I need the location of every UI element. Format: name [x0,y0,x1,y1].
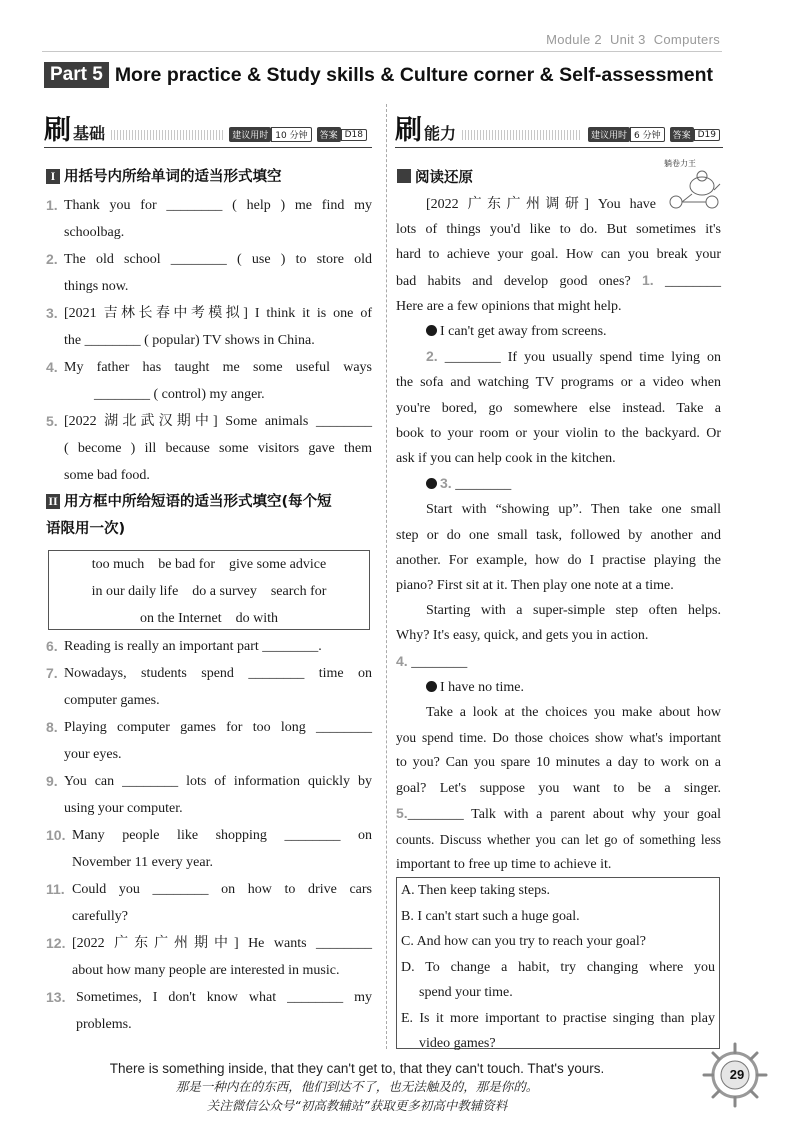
passage-line: lots of things you'd like to do. But sometimes it's [396,222,721,238]
part2-title-line: 用方框中所给短语的适当形式填空(每个短 [64,494,332,510]
question-number: 11. [46,881,65,897]
passage-line: Starting with a super-simple step often helps. [426,603,721,619]
part-badge: Part 5 [44,62,109,88]
passage-line: Why? It's easy, quick, and gets you in action. [396,628,649,644]
question-line: ________ ( control) my anger. [94,387,265,402]
time-tag: 建议用时 [588,127,630,142]
passage-line: Here are a few opinions that might help. [396,298,622,314]
question-line: November 11 every year. [72,855,213,870]
bullet-dot [426,478,437,489]
question-item [46,984,372,1038]
question-line: Could you ________ on how to drive cars [72,882,372,897]
unit-label: Unit 3 [609,32,646,47]
option-item: D. To change a habit, try changing where you [401,959,715,975]
question-line: Reading is really an important part ________. [64,639,322,654]
blank-number: 5. [396,804,408,821]
question-number: 12. [46,935,66,951]
question-number: 8. [46,719,58,735]
ability-section-header [395,112,725,146]
option-item: C. And how can you try to reach your goal? [401,934,646,949]
question-number: 4. [46,359,58,375]
phrase-row: on the Internet do with [139,611,279,626]
part1-heading [46,164,282,191]
question-line: your eyes. [64,747,122,762]
passage-line: counts. Discuss whether you can let go of something less [396,832,721,848]
option-item: A. Then keep taking steps. [401,883,551,898]
question-line: The old school ________ ( use ) to store old [64,252,372,267]
column-divider [386,104,387,1049]
question-line: problems. [76,1017,132,1032]
question-line: carefully? [72,909,128,924]
question-item [46,714,372,768]
part-title [44,60,734,90]
passage-line [396,649,721,675]
time-value: 6 分钟 [630,127,665,142]
question-number: 5. [46,413,58,429]
passage-line: Take a look at the choices you make about how [426,705,721,721]
question-item [46,660,372,714]
question-number: 2. [46,251,58,267]
roman-numeral: II [46,494,60,509]
part1-title: 用括号内所给单词的适当形式填空 [64,169,282,185]
question-line: Playing computer games for too long ________ [64,720,372,735]
answer-tag: 答案 [670,127,694,142]
answer-page: D19 [694,129,720,141]
answer-tag: 答案 [317,127,341,142]
passage-line: book to your room or your violin to the backyard. Or [396,425,721,441]
bullet-heading [396,675,721,700]
question-number: 7. [46,665,58,681]
question-line: computer games. [64,693,160,708]
part2-title-line: 语限用一次) [46,521,126,537]
question-number: 13. [46,989,66,1005]
passage-line: [2022 广东广州调研] You have [426,197,656,212]
question-number: 3. [46,305,58,321]
part2-items [46,633,372,1038]
page-number: 29 [729,1067,745,1082]
brush-glyph: 刷 [44,115,71,146]
passage-text: ________ Talk with a parent about why your goal [407,806,721,822]
passage-line: ask if you can help cook in the kitchen. [396,451,616,467]
question-item [46,246,372,300]
passage-line: the sofa and watching TV programs or a video when [396,375,721,391]
phrase-box [48,550,370,630]
bullet-text: I have no time. [440,679,524,695]
question-line: about how many people are interested in music. [72,963,340,978]
passage-line: important to free up time to achieve it. [396,857,612,873]
footer-promo: 关注微信公众号“初高教辅站”获取更多初高中教辅资料 [206,1098,508,1113]
hatch-decoration [111,130,223,140]
footer [42,1060,672,1115]
header-rule [42,51,722,52]
question-number: 1. [46,197,58,213]
question-item [46,876,372,930]
roman-numeral: I [46,169,60,184]
bullet-dot [426,325,437,336]
passage-line: piano? First sit at it. Then play one note at a time. [396,578,674,594]
question-item [46,633,372,660]
question-line: Many people like shopping ________ on [72,828,372,843]
blank-number: 3. [440,475,452,492]
option-item: B. I can't start such a huge goal. [401,908,580,924]
question-line: [2022 广东广州期中] He wants ________ [72,936,372,951]
answer-blank: ________ [411,654,468,670]
passage-line [396,344,721,370]
question-number: 6. [46,638,58,654]
bullet-text: I can't get away from screens. [440,324,607,340]
question-item [46,822,372,876]
question-line: schoolbag. [64,225,125,240]
passage-line: another. For example, how do I practise playing the [396,552,721,568]
passage-line: hard to achieve your goal. How can you break your [396,247,721,263]
question-line: ( become ) ill because some visitors gave them [64,441,372,456]
option-item-continued: spend your time. [419,985,513,1000]
question-line: My father has taught me some useful ways [64,360,372,375]
basic-section-header [44,112,372,146]
ability-header-line [395,147,723,148]
brush-glyph: 刷 [395,115,422,146]
passage-line [396,801,721,827]
passage-line [396,268,721,294]
footer-quote-zh: 那是一种内在的东西，他们到达不了，也无法触及的，那是你的。 [175,1079,539,1094]
blank-number: 1. [642,271,654,288]
passage-line: you spend time. Do those choices show what's important [396,730,721,746]
square-icon [397,169,411,183]
passage-line: goal? Let's suppose you want to be a singer. [396,780,721,796]
passage-text: bad habits and develop good ones? [396,273,642,289]
passage-line: you're bored, go somewhere else instead. Take a [396,400,721,416]
question-number: 10. [46,827,66,843]
blank-number: 4. [396,652,408,669]
answer-blank: ________ [455,477,512,493]
module-label: Module 2 [546,32,602,47]
option-item: E. Is it more important to practise singing than play [401,1010,715,1026]
question-item [46,300,372,354]
topic-label: Computers [653,32,720,47]
phrase-row: in our daily life do a survey search for [91,584,327,599]
question-line: Nowadays, students spend ________ time on [64,666,372,681]
part2-heading [46,489,376,543]
question-line: You can ________ lots of information quickly by [64,774,372,789]
footer-quote-en: There is something inside, that they can't get to, that they can't touch. That's yours. [109,1061,605,1076]
bullet-heading [396,471,721,497]
part-title-text: More practice & Study skills & Culture corner & Self-assessment [114,63,714,86]
section-name: 基础 [73,124,106,143]
options-box [396,877,720,1049]
question-line: Thank you for ________ ( help ) me find my [64,198,372,213]
bullet-heading [396,319,721,344]
passage-line: step or do one small task, followed by another and [396,527,721,543]
part1-items [46,192,372,489]
answer-blank: ________ [665,273,722,289]
mascot-label: 躺卷力王 [664,159,696,168]
passage-text: ________ If you usually spend time lying on [444,350,721,366]
time-tag: 建议用时 [229,127,271,142]
blank-number: 2. [426,348,438,365]
question-line: Sometimes, I don't know what ________ my [76,990,372,1005]
question-item [46,930,372,984]
option-item-continued: video games? [419,1036,496,1051]
question-item [46,192,372,246]
reading-title: 阅读还原 [415,170,473,186]
section-meta [229,127,372,142]
hatch-decoration [462,130,582,140]
passage-line: Start with “showing up”. Then take one small [426,502,721,518]
reading-heading [397,165,473,192]
reading-passage [396,192,721,877]
question-line: things now. [64,279,129,294]
section-meta [588,127,725,142]
question-line: some bad food. [64,468,150,483]
time-value: 10 分钟 [271,127,311,142]
question-item [46,768,372,822]
basic-header-line [44,147,372,148]
section-name: 能力 [424,124,457,143]
question-line: using your computer. [64,801,183,816]
question-item [46,408,372,489]
question-line: [2021 吉林长春中考模拟] I think it is one of [64,306,372,321]
question-number: 9. [46,773,58,789]
bullet-dot [426,681,437,692]
running-head [538,32,720,47]
phrase-row: too much be bad for give some advice [91,557,327,572]
question-line: the ________ ( popular) TV shows in China. [64,333,315,348]
passage-line: to you? Can you spare 10 minutes a day to work on a [396,755,721,771]
question-line: [2022 湖北武汉期中] Some animals ________ [64,414,372,429]
answer-page: D18 [341,129,367,141]
question-item [46,354,372,408]
